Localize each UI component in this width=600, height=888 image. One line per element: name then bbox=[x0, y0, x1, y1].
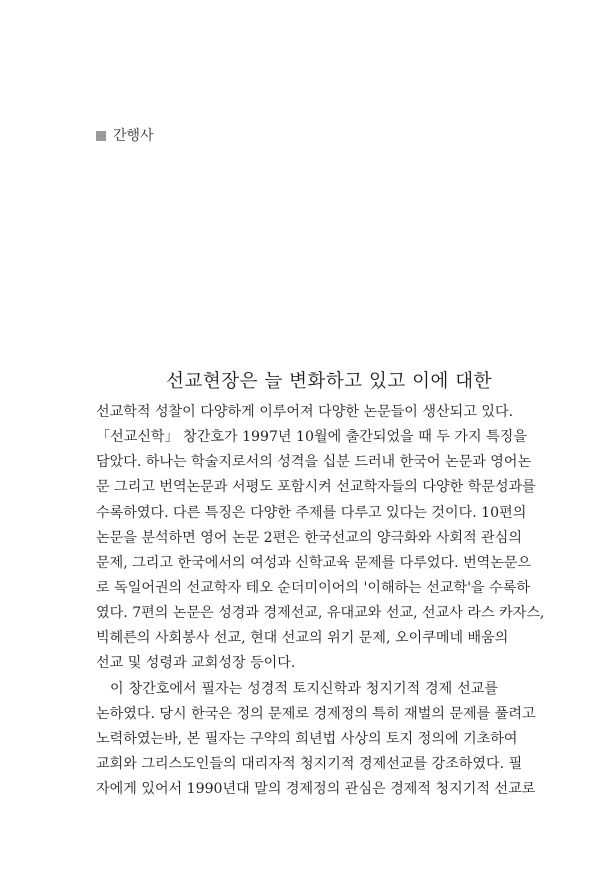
text-line: 선교 및 성령과 교회성장 등이다. bbox=[96, 655, 296, 672]
text-line: 수록하였다. 다른 특징은 다양한 주제를 다루고 있다는 것이다. 10편의 bbox=[96, 504, 527, 521]
text-line: 논하였다. 당시 한국은 정의 문제로 경제정의 특히 재벌의 문제를 풀려고 bbox=[96, 705, 536, 722]
text-line: 선교학적 성찰이 다양하게 이루어져 다양한 논문들이 생산되고 있다. bbox=[96, 404, 514, 420]
text-line: 담았다. 하나는 학술지로서의 성격을 십분 드러내 한국어 논문과 영어논 bbox=[96, 454, 532, 471]
section-label bbox=[96, 127, 154, 145]
text-line: 문제, 그리고 한국에서의 여성과 신학교육 문제를 다루었다. 번역논문으 bbox=[96, 554, 532, 571]
text-line: 교회와 그리스도인들의 대리자적 청지기적 경제선교를 강조하였다. 필 bbox=[96, 755, 523, 772]
text-line: 이 창간호에서 필자는 성경적 토지신학과 청지기적 경제 선교를 bbox=[110, 680, 498, 697]
text-line: 문 그리고 번역논문과 서평도 포함시켜 선교학자들의 다양한 학문성과를 bbox=[96, 479, 536, 496]
text-line: 노력하였는바, 본 필자는 구약의 희년법 사상의 토지 정의에 기초하여 bbox=[96, 730, 518, 747]
page-heading: 선교현장은 늘 변화하고 있고 이에 대한 bbox=[166, 371, 492, 392]
text-line: 빅헤른의 사회봉사 선교, 현대 선교의 위기 문제, 오이쿠메네 배움의 bbox=[96, 630, 509, 647]
text-line: 로 독일어권의 선교학자 테오 순더미이어의 '이해하는 선교학'을 수록하 bbox=[96, 579, 530, 596]
text-line: 「선교신학」 창간호가 1997년 10월에 출간되었을 때 두 가지 특징을 bbox=[96, 429, 527, 446]
section-title: 간행사 bbox=[113, 128, 154, 144]
text-line: 논문을 분석하면 영어 논문 2편은 한국선교의 양극화와 사회적 관심의 bbox=[96, 529, 523, 546]
text-line: 였다. 7편의 논문은 성경과 경제선교, 유대교와 선교, 선교사 라스 카자스, bbox=[96, 605, 545, 622]
text-line: 자에게 있어서 1990년대 말의 경제정의 관심은 경제적 청지기적 선교로 bbox=[96, 781, 536, 798]
body-text bbox=[96, 400, 545, 802]
square-icon bbox=[96, 131, 106, 141]
